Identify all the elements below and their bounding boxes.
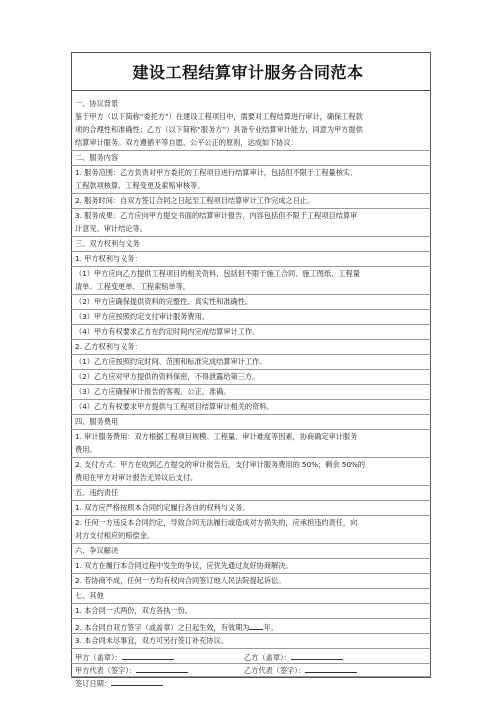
row-divider <box>71 354 431 355</box>
section-heading-disputes: 六、争议解决 <box>75 546 119 555</box>
party-b-rep-blank[interactable] <box>305 663 357 673</box>
row-divider <box>71 150 431 151</box>
row-divider <box>71 573 431 574</box>
term-years-blank[interactable] <box>249 620 263 630</box>
row-divider <box>71 266 431 267</box>
row-divider <box>71 384 431 385</box>
party-b-seal-blank[interactable] <box>291 650 343 660</box>
party-b-seal-label: 乙方（盖章）： <box>244 653 291 662</box>
row-divider <box>71 588 431 589</box>
party-a-rep-label: 甲方代表（签字）： <box>75 666 137 675</box>
paragraph-line: 项的合理性和准确性；乙方（以下简称“服务方”）具备专业结算审计能力，同意为甲方提供 <box>75 125 363 134</box>
paragraph-line: （2）甲方应确保提供资料的完整性、真实性和准确性。 <box>75 297 253 306</box>
paragraph-line: 1. 审计服务费用：双方根据工程项目规模、工程量、审计难度等因素，协商确定审计服务 <box>75 432 358 441</box>
row-divider <box>71 236 431 237</box>
row-divider <box>71 208 431 209</box>
row-divider <box>71 633 431 634</box>
paragraph-line: 清单、工程变更单、工程索赔单等。 <box>75 282 191 291</box>
row-divider <box>71 648 431 649</box>
paragraph-line: 鉴于甲方（以下简称“委托方”）在建设工程项目中，需要对工程结算进行审计，确保工程款 <box>75 112 363 121</box>
section-heading-fees: 四、服务费用 <box>75 417 119 426</box>
paragraph-line: 2. 任何一方违反本合同约定，导致合同无法履行或造成对方损失的，应承担违约责任，向 <box>75 518 358 527</box>
sign-date-label: 签订日期： <box>75 679 111 688</box>
section-heading-other: 七、其他 <box>75 591 104 600</box>
row-divider <box>71 543 431 544</box>
section-heading-background: 一、协议背景 <box>75 99 119 108</box>
section-heading-liability: 五、违约责任 <box>75 488 119 497</box>
party-a-rep-blank[interactable] <box>136 663 188 673</box>
paragraph-line: （1）甲方应向乙方提供工程项目的相关资料，包括但不限于施工合同、施工图纸、工程量 <box>75 269 360 278</box>
paragraph-line: 计意见、审计结论等。 <box>75 224 147 233</box>
paragraph-line: 1. 本合同一式两份，双方各执一份。 <box>75 606 192 615</box>
row-divider <box>71 165 431 166</box>
row-divider <box>71 339 431 340</box>
term-text-prefix: 2. 本合同自双方签字（或盖章）之日起生效，有效期为 <box>75 623 250 632</box>
paragraph-line: 工程款项核算、工程变更及索赔审核等。 <box>75 181 205 190</box>
paragraph-line: 结算审计服务。双方遵循平等自愿、公平公正的原则，达成如下协议： <box>75 138 298 147</box>
paragraph-line: 2. 服务时间：自双方签订合同之日起至工程项目结算审计工作完成之日止。 <box>75 196 315 205</box>
document-title: 建设工程结算审计服务合同范本 <box>132 63 364 82</box>
row-divider <box>71 603 431 604</box>
sign-date-blank[interactable] <box>111 676 163 686</box>
paragraph-line: 2. 若协商不成，任何一方均有权向合同签订地人民法院提起诉讼。 <box>75 576 286 585</box>
paragraph-line: 费用。 <box>75 445 97 454</box>
row-divider <box>71 414 431 415</box>
paragraph-line: 2. 支付方式：甲方在收到乙方提交的审计报告后，支付审计服务费用的 50%；剩余 50%的 <box>75 460 366 469</box>
section-heading-rights: 三、双方权利与义务 <box>75 239 140 248</box>
party-a-seal-label: 甲方（盖章）： <box>75 653 122 662</box>
paragraph-line: （3）乙方应确保审计报告的客观、公正、准确。 <box>75 387 231 396</box>
row-divider <box>71 515 431 516</box>
paragraph-line: （4）乙方有权要求甲方提供与工程项目结算审计相关的资料。 <box>75 402 274 411</box>
subheading-party-a: 1. 甲方权利与义务： <box>75 254 142 263</box>
paragraph-line: 对方支付相应的赔偿金。 <box>75 531 155 540</box>
row-divider <box>71 251 431 252</box>
paragraph-line: （3）甲方应按照约定支付审计服务费用。 <box>75 312 209 321</box>
row-divider <box>71 324 431 325</box>
term-text-suffix: 年。 <box>263 623 278 632</box>
title-divider <box>71 90 431 91</box>
row-divider <box>71 485 431 486</box>
row-divider <box>71 618 431 619</box>
sign-date-field <box>75 676 163 691</box>
row-divider <box>71 369 431 370</box>
paragraph-line: 1. 服务范围：乙方负责对甲方委托的工程项目进行结算审计，包括但不限于工程量核实、 <box>75 168 358 177</box>
paragraph-line: （2）乙方应对甲方提供的资料保密，不得泄露给第三方。 <box>75 372 260 381</box>
paragraph-line: （4）甲方有权要求乙方在约定时间内完成结算审计工作。 <box>75 327 260 336</box>
subheading-party-b: 2. 乙方权利与义务： <box>75 342 142 351</box>
paragraph-line: 1. 双方在履行本合同过程中发生的争议，应优先通过友好协商解决。 <box>75 561 293 570</box>
row-divider <box>71 399 431 400</box>
paragraph-line: 1. 双方应严格按照本合同约定履行各自的权利与义务。 <box>75 503 250 512</box>
row-divider <box>71 193 431 194</box>
paragraph-line: 费用在甲方对审计报告无异议后支付。 <box>75 473 198 482</box>
party-a-seal-blank[interactable] <box>122 650 174 660</box>
paragraph-line: （1）乙方应按照约定时间、范围和标准完成结算审计工作。 <box>75 357 267 366</box>
section-heading-service: 二、服务内容 <box>75 153 119 162</box>
row-divider <box>71 500 431 501</box>
paragraph-line: 3. 服务成果：乙方应向甲方提交书面的结算审计报告，内容包括但不限于工程项目结算审 <box>75 211 358 220</box>
row-divider <box>71 294 431 295</box>
party-b-rep-label: 乙方代表（签字）： <box>244 666 306 675</box>
row-divider <box>71 429 431 430</box>
paragraph-line: 3. 本合同未尽事宜，双方可另行签订补充协议。 <box>75 636 228 645</box>
row-divider <box>71 309 431 310</box>
row-divider <box>71 457 431 458</box>
row-divider <box>71 558 431 559</box>
